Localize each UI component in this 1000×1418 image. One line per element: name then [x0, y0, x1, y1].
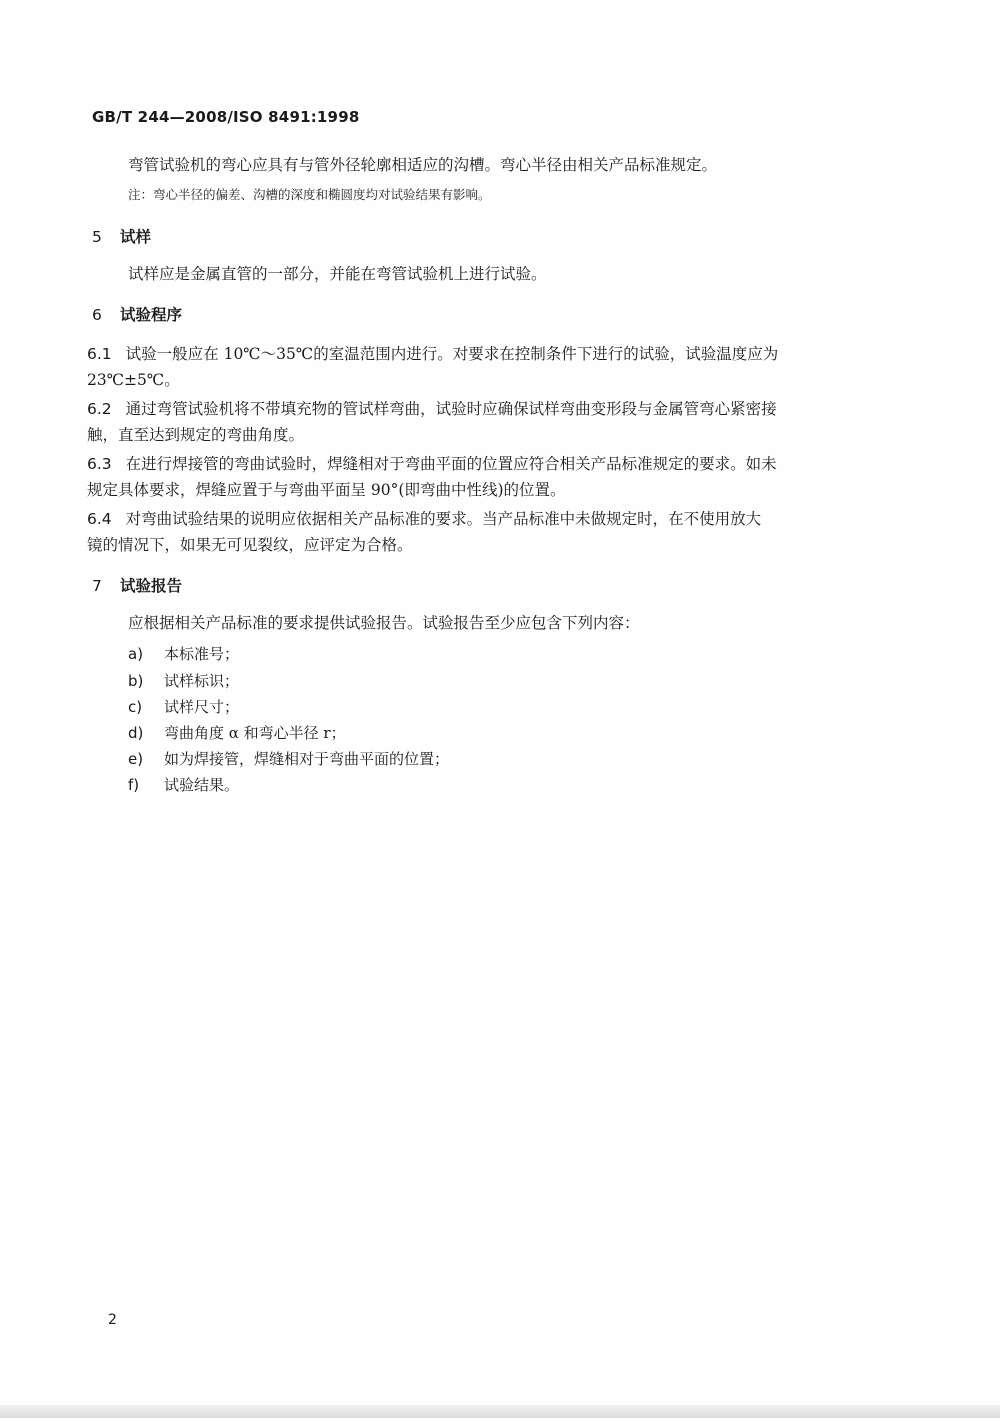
list-item — [128, 774, 239, 795]
clause-text: 通过弯管试验机将不带填充物的管试样弯曲，试验时应确保试样弯曲变形段与金属管弯心紧密接 — [125, 400, 777, 418]
list-item-text: 试样尺寸； — [164, 698, 240, 716]
section-7-text: 应根据相关产品标准的要求提供试验报告。试验报告至少应包含下列内容： — [128, 614, 640, 632]
list-item — [128, 748, 449, 769]
list-item — [128, 722, 346, 743]
list-item — [128, 696, 239, 717]
section-7-heading — [92, 574, 182, 596]
clause-number: 6.3 — [87, 455, 112, 473]
clause-text: 在进行焊接管的弯曲试验时，焊缝相对于弯曲平面的位置应符合相关产品标准规定的要求。如未 — [125, 455, 777, 473]
clause-text: 对弯曲试验结果的说明应依据相关产品标准的要求。当产品标准中未做规定时，在不使用放大 — [125, 510, 762, 528]
list-item-label: b) — [128, 672, 144, 690]
section-5-title: 试样 — [120, 228, 152, 246]
intro-paragraph: 弯管试验机的弯心应具有与管外径轮廓相适应的沟槽。弯心半径由相关产品标准规定。 — [128, 156, 718, 174]
list-item — [128, 643, 239, 664]
section-6-title: 试验程序 — [120, 306, 183, 324]
page-number: 2 — [108, 1312, 117, 1328]
page-edge-shadow — [0, 1405, 1000, 1418]
clause-6-1 — [87, 341, 887, 393]
section-5-text: 试样应是金属直管的一部分，并能在弯管试验机上进行试验。 — [128, 265, 547, 283]
list-item-label: e) — [128, 750, 144, 768]
section-7-number: 7 — [92, 577, 102, 595]
clause-6-4 — [87, 506, 887, 558]
list-item-text: 本标准号； — [164, 645, 240, 663]
clause-6-2 — [87, 396, 887, 448]
section-5-heading — [92, 225, 151, 247]
list-item-text: 试样标识； — [164, 672, 240, 690]
list-item-label: f) — [128, 776, 140, 794]
clause-text: 试验一般应在 10℃～35℃的室温范围内进行。对要求在控制条件下进行的试验，试验温度应为 — [125, 345, 779, 363]
section-5-number: 5 — [92, 228, 102, 246]
clause-6-3 — [87, 451, 887, 503]
list-item-text: 弯曲角度 α 和弯心半径 r； — [164, 724, 346, 742]
clause-number: 6.4 — [87, 510, 112, 528]
section-7-title: 试验报告 — [120, 577, 183, 595]
section-6-heading — [92, 303, 182, 325]
clause-number: 6.2 — [87, 400, 112, 418]
standard-header: GB/T 244—2008/ISO 8491:1998 — [92, 108, 360, 126]
list-item-label: d) — [128, 724, 144, 742]
section-6-number: 6 — [92, 306, 102, 324]
clause-text-continued: 23℃±5℃。 — [87, 371, 180, 389]
clause-text-continued: 规定具体要求，焊缝应置于与弯曲平面呈 90°(即弯曲中性线)的位置。 — [87, 481, 566, 499]
list-item — [128, 670, 239, 691]
list-item-label: a) — [128, 645, 144, 663]
clause-text-continued: 触，直至达到规定的弯曲角度。 — [87, 426, 305, 444]
list-item-label: c) — [128, 698, 143, 716]
clause-text-continued: 镜的情况下，如果无可见裂纹，应评定为合格。 — [87, 536, 413, 554]
intro-note: 注：弯心半径的偏差、沟槽的深度和椭圆度均对试验结果有影响。 — [128, 187, 491, 202]
clause-number: 6.1 — [87, 345, 112, 363]
list-item-text: 如为焊接管，焊缝相对于弯曲平面的位置； — [164, 750, 450, 768]
list-item-text: 试验结果。 — [164, 776, 240, 794]
